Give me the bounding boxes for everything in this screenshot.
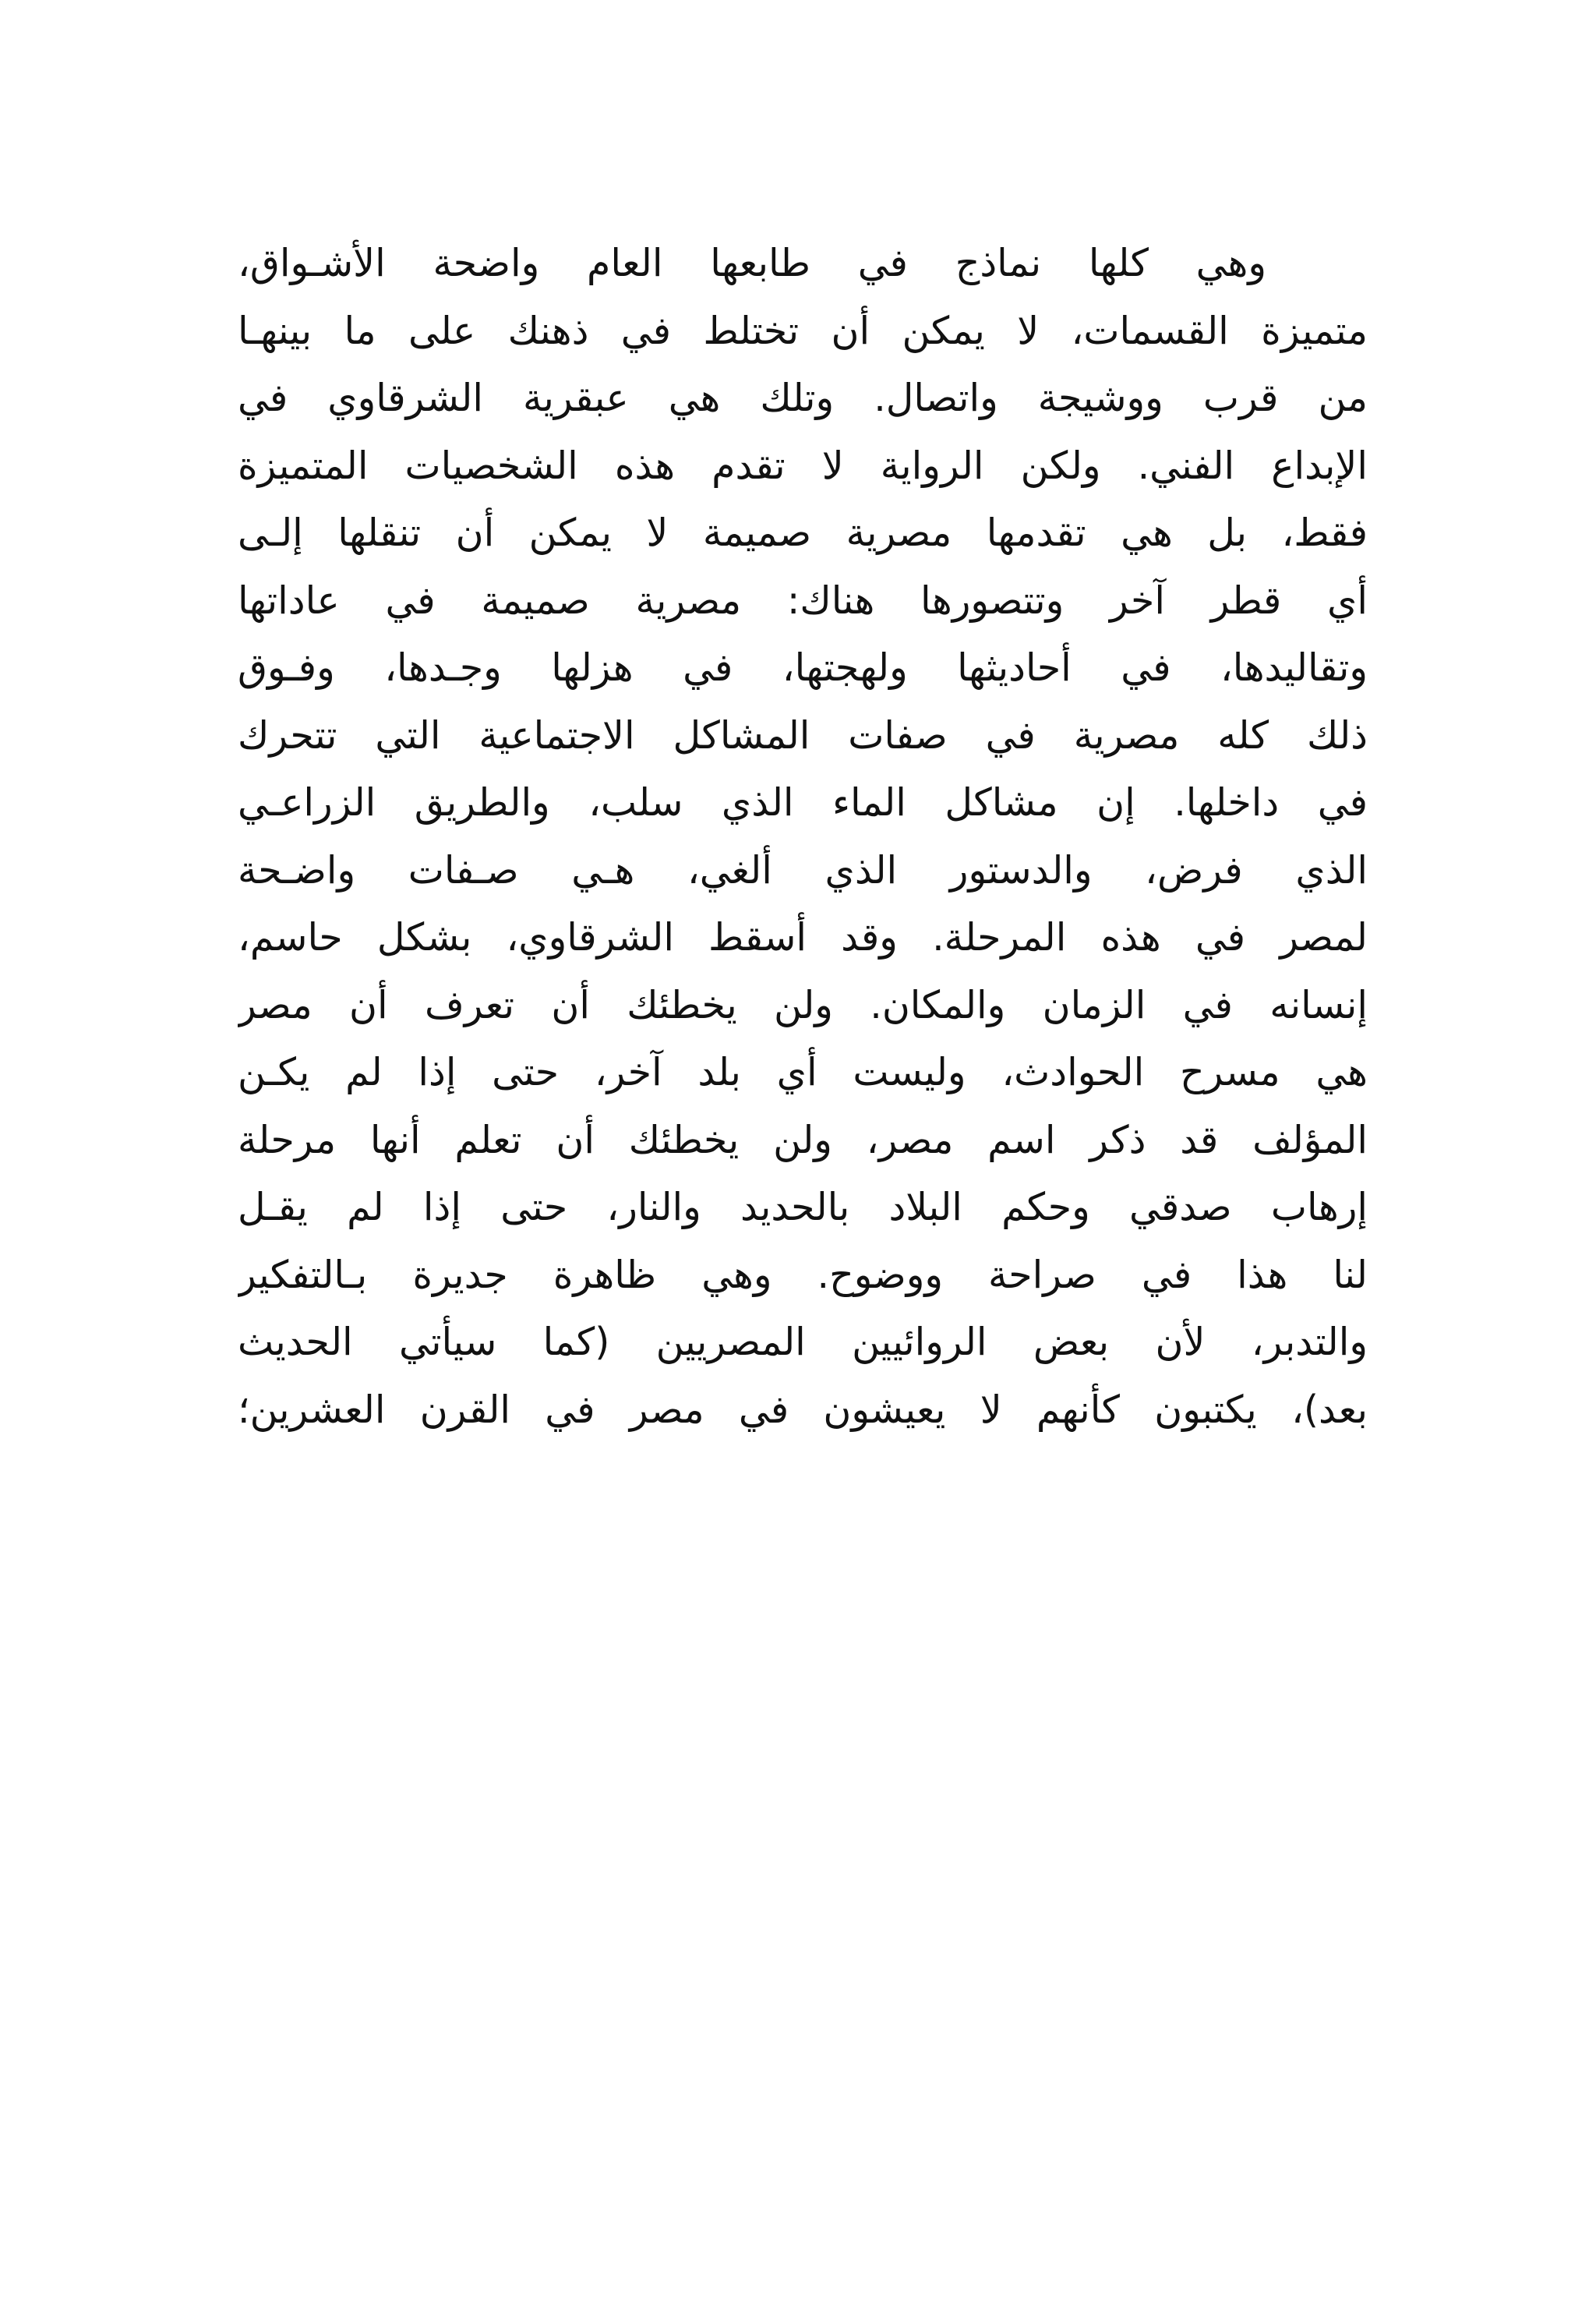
text-line: لمصر في هذه المرحلة. وقد أسقط الشرقاوي، بشكل حاسم، (238, 915, 1368, 960)
text-line: بعد)، يكتبون كأنهم لا يعيشون في مصر في القرن العشرين؛ (238, 1387, 1368, 1432)
text-line: هي مسرح الحوادث، وليست أي بلد آخر، حتى إذا لم يكـن (238, 1050, 1368, 1094)
text-line: وهي كلها نماذج في طابعها العام واضحة الأشـواق، (238, 241, 1266, 285)
text-line: لنا هذا في صراحة ووضوح. وهي ظاهرة جديرة بـالتفكير (238, 1252, 1368, 1297)
text-line: المؤلف قد ذكر اسم مصر، ولن يخطئك أن تعلم أنها مرحلة (238, 1117, 1368, 1162)
text-line: الإبداع الفني. ولكن الرواية لا تقدم هذه الشخصيات المتميزة (238, 443, 1368, 488)
text-line: فقط، بل هي تقدمها مصرية صميمة لا يمكن أن تنقلها إلـى (238, 511, 1368, 555)
text-line: أي قطر آخر وتتصورها هناك: مصرية صميمة في عاداتها (238, 578, 1368, 623)
text-line: من قرب ووشيجة واتصال. وتلك هي عبقرية الشرقاوي في (238, 376, 1368, 420)
text-line: وتقاليدها، في أحاديثها ولهجتها، في هزلها وجـدها، وفـوق (238, 645, 1368, 690)
text-line: ذلك كله مصرية في صفات المشاكل الاجتماعية التي تتحرك (238, 712, 1368, 758)
text-line: إرهاب صدقي وحكم البلاد بالحديد والنار، حتى إذا لم يقـل (238, 1185, 1368, 1229)
text-line: الذي فرض، والدستور الذي ألغي، هـي صـفات واضـحة (238, 847, 1368, 893)
text-line: في داخلها. إن مشاكل الماء الذي سلب، والطريق الزراعـي (238, 780, 1368, 825)
text-line: والتدبر، لأن بعض الروائيين المصريين (كما سيأتي الحديث (238, 1320, 1368, 1364)
body-text (238, 230, 1368, 1444)
text-line: متميزة القسمات، لا يمكن أن تختلط في ذهنك على ما بينهـا (238, 308, 1368, 353)
text-line: إنسانه في الزمان والمكان. ولن يخطئك أن تعرف أن مصر (238, 982, 1368, 1027)
